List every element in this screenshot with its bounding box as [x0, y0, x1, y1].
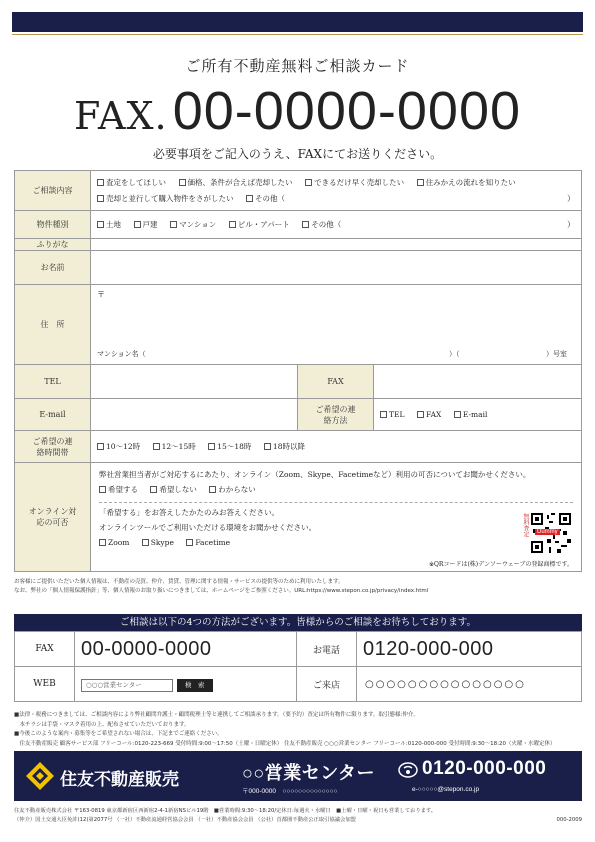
property-type-label: 物件種別: [15, 211, 91, 239]
web-search-button[interactable]: 検 索: [177, 679, 213, 692]
logo-text: 住友不動産販売: [60, 770, 179, 789]
contact-time-option[interactable]: 12～15時: [153, 441, 196, 452]
checkbox-icon: [99, 539, 106, 546]
checkbox-icon: [97, 179, 104, 186]
privacy-notes: [14, 578, 582, 596]
online-tools: [99, 535, 573, 550]
checkbox-icon: [134, 221, 141, 228]
fax-field[interactable]: [374, 365, 582, 399]
checkbox-icon: [229, 221, 236, 228]
contact-web-search: [75, 667, 297, 702]
contact-phone-number: 0120-000-000: [357, 632, 582, 667]
sales-center-phone: 0120-000-000: [422, 758, 547, 779]
checkbox-icon: [454, 411, 461, 418]
tool-option[interactable]: Skype: [142, 535, 174, 550]
online-option[interactable]: わからない: [209, 482, 256, 497]
property-option[interactable]: 戸建: [134, 219, 158, 230]
contact-method-option[interactable]: E-mail: [454, 410, 488, 419]
furigana-field[interactable]: [91, 239, 582, 251]
checkbox-icon: [264, 443, 271, 450]
legal-notes: [14, 711, 582, 749]
contact-time-option[interactable]: 18時以降: [264, 441, 305, 452]
fax-heading-number: 00-0000-0000: [172, 81, 522, 141]
checkbox-icon: [97, 195, 104, 202]
company-footer: [14, 807, 582, 824]
checkbox-icon: [209, 486, 216, 493]
consult-option[interactable]: できるだけ早く売却したい: [305, 177, 404, 188]
mansion-line: マンション名（ ）（ ）号室: [97, 350, 567, 358]
page-title: ご所有不動産無料ご相談カード: [185, 57, 410, 75]
checkbox-icon: [380, 411, 387, 418]
checkbox-icon: [142, 539, 149, 546]
consult-option[interactable]: 価格、条件が合えば売却したい: [179, 177, 293, 188]
top-navy-bar: [12, 12, 583, 32]
logo-mark-icon: [26, 762, 54, 790]
legal-note-line: 本チラシは手袋・マスク着用の上、配布させていただいております。: [14, 721, 190, 728]
tool-option[interactable]: Zoom: [99, 535, 129, 550]
online-label: オンライン対応の可否: [15, 463, 91, 572]
consult-option[interactable]: 査定をしてほしい: [97, 177, 166, 188]
email-field[interactable]: [91, 399, 298, 431]
checkbox-icon: [97, 443, 104, 450]
online-followup: 「希望する」をお答えしたかたのみお答えください。: [99, 508, 279, 517]
fax-heading: [0, 80, 595, 142]
qr-code-icon[interactable]: [531, 513, 571, 553]
page-subtitle: 必要事項をご記入のうえ、FAXにてお送りください。: [152, 147, 443, 161]
free-dial-icon: [398, 762, 418, 778]
contact-methods-table: [14, 631, 582, 702]
contact-method-option[interactable]: TEL: [380, 410, 404, 419]
fax-label: FAX: [298, 365, 374, 399]
privacy-note-line: なお、弊社の「個人情報保護指針」等、個人情報のお取り扱いにつきましては、ホームページをご参照ください。URL:https://www.stepon.co.jp/privacy/index.html: [14, 588, 429, 594]
tel-label: TEL: [15, 365, 91, 399]
legal-note-line: ■今後このような案内・募集等をご希望されない場合は、下記までご連絡ください。: [14, 731, 223, 737]
online-environment: オンラインツールでご利用いただける環境をお聞かせください。: [99, 523, 317, 532]
property-option[interactable]: マンション: [170, 219, 216, 230]
checkbox-icon: [153, 443, 160, 450]
checkbox-icon: [305, 179, 312, 186]
contact-web-label: WEB: [15, 667, 75, 702]
online-option[interactable]: 希望する: [99, 482, 138, 497]
contact-visit-label: ご来店: [297, 667, 357, 702]
contact-phone-label: お電話: [297, 632, 357, 667]
email-label: E-mail: [15, 399, 91, 431]
fax-heading-label: FAX.: [73, 94, 168, 138]
contact-fax-label: FAX: [15, 632, 75, 667]
qr-trademark-note: ※QRコードは(株)デンソーウェーブの登録商標です。: [428, 561, 573, 568]
checkbox-icon: [302, 221, 309, 228]
checkbox-icon: [417, 411, 424, 418]
checkbox-icon: [186, 539, 193, 546]
contact-method-options: [374, 399, 582, 431]
property-type-options: 土地 戸建 マンション ビル・アパート その他（ ）: [91, 211, 582, 239]
tel-field[interactable]: [91, 365, 298, 399]
checkbox-icon: [97, 221, 104, 228]
address-field[interactable]: [91, 285, 582, 365]
consult-option[interactable]: 住みかえの流れを知りたい: [417, 177, 516, 188]
footer-line: 住友不動産販売株式会社 〒163-0819 東京都新宿区西新宿2-4-1新宿NSビル19階 ■営業時間:9:30～18:20/定休日:毎週火・水曜日 ■土曜・日曜・祝日も営業しております。: [14, 808, 437, 814]
consult-option-other[interactable]: その他（: [246, 193, 285, 204]
contact-method-option[interactable]: FAX: [417, 410, 441, 419]
checkbox-icon: [246, 195, 253, 202]
contact-time-label: ご希望の連絡時間帯: [15, 431, 91, 463]
consult-option[interactable]: 売却と並行して購入物件をさがしたい: [97, 193, 234, 204]
sales-center-address: 〒000-0000 ○○○○○○○○○○○○○○: [242, 788, 338, 795]
postal-mark: 〒: [97, 290, 105, 299]
checkbox-icon: [150, 486, 157, 493]
property-option-other[interactable]: その他（: [302, 219, 341, 230]
web-search-input[interactable]: ○○○営業センター: [81, 679, 173, 692]
online-question: 弊社営業担当者がご対応するにあたり、オンライン（Zoom、Skype、Facetimeなど）利用の可否についてお聞かせください。: [99, 470, 531, 479]
privacy-note-line: お客様にご提供いただいた個人情報は、不動産の売買、仲介、賃貸、管理に関する情報・サービスの提供等のために利用いたします。: [14, 579, 344, 585]
property-option[interactable]: ビル・アパート: [229, 219, 290, 230]
contact-visit-address: ○○○○○○○○○○○○○○○: [357, 667, 582, 702]
document-code: 000-2009: [556, 816, 582, 823]
footer-line: （仲介）国土交通大臣免許(12)第2077号 （一社）不動産流通経営協会会員 （一社）不動産協会会員 （公社）首都圏不動産公正取引協議会加盟: [14, 816, 356, 823]
checkbox-icon: [417, 179, 424, 186]
sales-center-email: e-○○○○○@stepon.co.jp: [412, 786, 480, 793]
contact-fax-number: 00-0000-0000: [75, 632, 297, 667]
contact-time-option[interactable]: 15～18時: [208, 441, 251, 452]
contact-time-options: [91, 431, 582, 463]
legal-note-line: 住友不動産販売 顧客サービス部 フリーコール:0120-223-669 受付時間:9:00～17:50（土曜・日曜定休） 住友不動産販売 ○○○営業センター フリーコール:0120-000-000 受付時間:9:30～18:20（火曜・水曜定休）: [14, 740, 556, 747]
contact-time-option[interactable]: 10～12時: [97, 441, 140, 452]
checkbox-icon: [179, 179, 186, 186]
tool-option[interactable]: Facetime: [186, 535, 230, 550]
qr-side-label: 無料査定: [522, 513, 529, 537]
furigana-label: ふりがな: [15, 239, 91, 251]
contact-method-label: ご希望の連絡方法: [298, 399, 374, 431]
checkbox-icon: [170, 221, 177, 228]
address-label: 住 所: [15, 285, 91, 365]
qr-block: [522, 513, 571, 553]
consult-label: ご相談内容: [15, 171, 91, 211]
name-label: お名前: [15, 251, 91, 285]
sales-center-name: ○○営業センター: [242, 763, 376, 783]
legal-note-line: ■法律・税務につきましては、ご相談内容により弊社顧問弁護士・顧問税理士等と連携してご相談承ります。（要予約）査定は所有物件に限ります。取引態様:仲介。: [14, 712, 419, 718]
checkbox-icon: [99, 486, 106, 493]
contact-methods-heading: ご相談は以下の4つの方法がございます。皆様からのご相談をお待ちしております。: [14, 614, 582, 631]
checkbox-icon: [208, 443, 215, 450]
top-gold-rule: [12, 34, 583, 35]
consultation-form: [14, 170, 582, 572]
online-options: [99, 482, 573, 497]
name-field[interactable]: [91, 251, 582, 285]
qr-dummy-tag: Dummy: [537, 529, 558, 535]
online-option[interactable]: 希望しない: [150, 482, 197, 497]
online-section: [91, 463, 582, 572]
brand-band: [14, 751, 582, 801]
consult-options: 査定をしてほしい 価格、条件が合えば売却したい できるだけ早く売却したい 住みかえの流れを知りたい 売却と並行して購入物件をさがしたい その他（ ）: [91, 171, 582, 211]
property-option[interactable]: 土地: [97, 219, 121, 230]
